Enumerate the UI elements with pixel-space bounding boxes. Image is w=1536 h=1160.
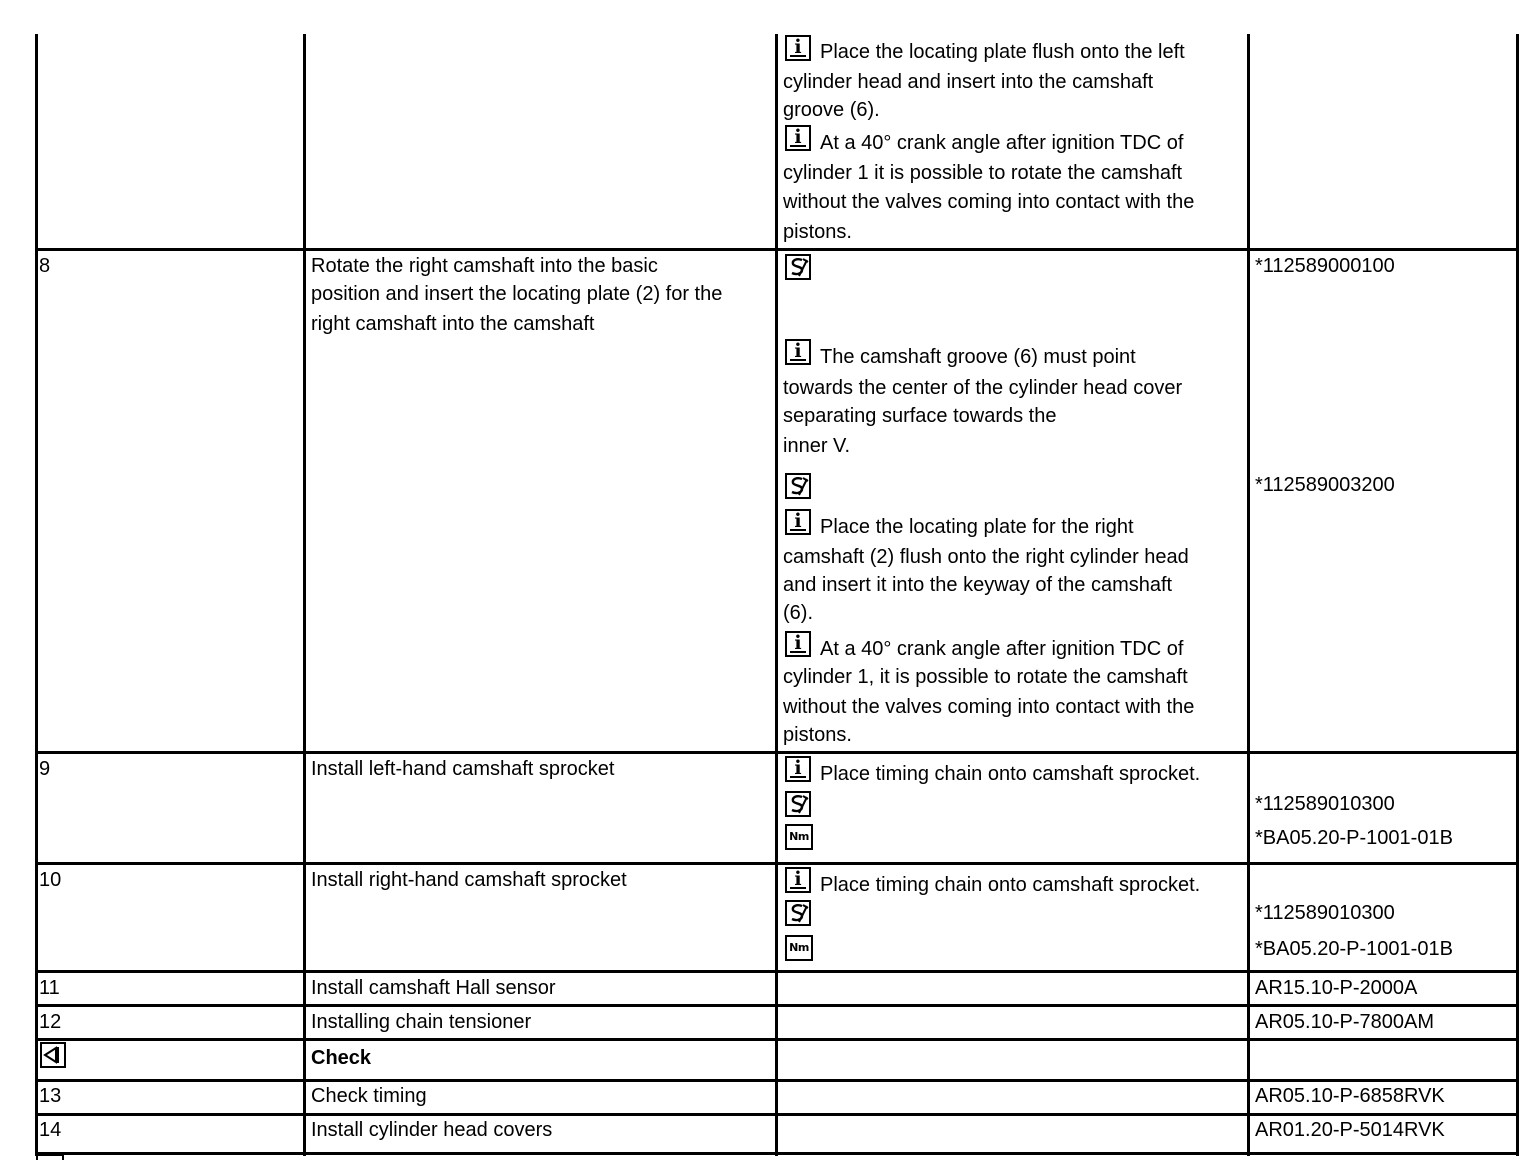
tool-reference[interactable]: *112589010300 [1255, 793, 1395, 815]
torque-nm-icon [785, 935, 813, 961]
grid-line [1247, 34, 1250, 1156]
note-text: without the valves coming into contact with the [783, 696, 1195, 718]
note-text: The camshaft groove (6) must point [820, 346, 1136, 368]
grid-line [35, 1004, 1519, 1007]
info-icon [785, 35, 811, 61]
grid-line [303, 34, 306, 1156]
work-step-text: Check timing [311, 1085, 427, 1107]
note-text: (6). [783, 602, 813, 624]
step-number: 13 [39, 1085, 62, 1107]
note-text: Place timing chain onto camshaft sprocket. [820, 874, 1201, 896]
tool-reference[interactable]: *112589010300 [1255, 902, 1395, 924]
special-tool-icon [785, 254, 811, 280]
info-icon [785, 509, 811, 535]
grid-line [35, 862, 1519, 865]
document-reference[interactable]: AR15.10-P-2000A [1255, 977, 1418, 999]
work-step-text: right camshaft into the camshaft [311, 313, 595, 335]
torque-reference[interactable]: *BA05.20-P-1001-01B [1255, 938, 1453, 960]
work-step-text: Rotate the right camshaft into the basic [311, 255, 658, 277]
grid-line [35, 34, 38, 1156]
note-text: cylinder 1 it is possible to rotate the camshaft [783, 162, 1183, 184]
work-step-text: Install right-hand camshaft sprocket [311, 869, 627, 891]
document-reference[interactable]: AR05.10-P-7800AM [1255, 1011, 1434, 1033]
tool-reference[interactable]: *112589003200 [1255, 474, 1395, 496]
step-number: 9 [39, 758, 51, 780]
torque-nm-icon-label: Nm [789, 941, 809, 954]
note-text: inner V. [783, 435, 851, 457]
step-number: 10 [39, 869, 62, 891]
note-text: Place the locating plate flush onto the left [820, 41, 1185, 63]
work-step-text: Install camshaft Hall sensor [311, 977, 556, 999]
info-icon [785, 339, 811, 365]
work-step-text: Installing chain tensioner [311, 1011, 532, 1033]
grid-line [35, 970, 1519, 973]
grid-line [35, 1152, 1519, 1155]
torque-reference[interactable]: *BA05.20-P-1001-01B [1255, 827, 1453, 849]
step-number: 14 [39, 1119, 62, 1141]
note-text: cylinder 1, it is possible to rotate the camshaft [783, 666, 1188, 688]
cropped-icon-fragment [36, 1154, 64, 1160]
note-text: separating surface towards the [783, 405, 1057, 427]
step-number: 8 [39, 255, 51, 277]
note-text: camshaft (2) flush onto the right cylinder head [783, 546, 1189, 568]
special-tool-icon [785, 791, 811, 817]
note-text: and insert it into the keyway of the camshaft [783, 574, 1173, 596]
work-step-text: Install left-hand camshaft sprocket [311, 758, 615, 780]
note-text: At a 40° crank angle after ignition TDC of [820, 132, 1184, 154]
grid-line [35, 1113, 1519, 1116]
grid-line [1516, 34, 1519, 1156]
note-text: At a 40° crank angle after ignition TDC of [820, 638, 1184, 660]
document-reference[interactable]: AR01.20-P-5014RVK [1255, 1119, 1445, 1141]
note-text: pistons. [783, 221, 852, 243]
note-text: cylinder head and insert into the camshaft [783, 71, 1154, 93]
note-text: Place the locating plate for the right [820, 516, 1134, 538]
work-step-text: position and insert the locating plate (2) for the [311, 283, 723, 305]
step-number: 11 [39, 977, 60, 999]
note-text: without the valves coming into contact with the [783, 191, 1195, 213]
special-tool-icon [785, 473, 811, 499]
work-step-text: Install cylinder head covers [311, 1119, 553, 1141]
grid-line [775, 34, 778, 1156]
note-text: pistons. [783, 724, 852, 746]
document-reference[interactable]: AR05.10-P-6858RVK [1255, 1085, 1445, 1107]
torque-nm-icon-label: Nm [789, 830, 809, 843]
tool-reference[interactable]: *112589000100 [1255, 255, 1395, 277]
check-arrow-icon [40, 1042, 66, 1068]
torque-nm-icon [785, 824, 813, 850]
grid-line [35, 1038, 1519, 1041]
info-icon [785, 756, 811, 782]
special-tool-icon [785, 900, 811, 926]
note-text: groove (6). [783, 99, 880, 121]
note-text: Place timing chain onto camshaft sprocket. [820, 763, 1201, 785]
grid-line [35, 1079, 1519, 1082]
section-heading: Check [311, 1047, 372, 1069]
info-icon [785, 867, 811, 893]
grid-line [35, 248, 1519, 251]
grid-line [35, 751, 1519, 754]
step-number: 12 [39, 1011, 62, 1033]
note-text: towards the center of the cylinder head cover [783, 377, 1183, 399]
info-icon [785, 125, 811, 151]
info-icon [785, 631, 811, 657]
